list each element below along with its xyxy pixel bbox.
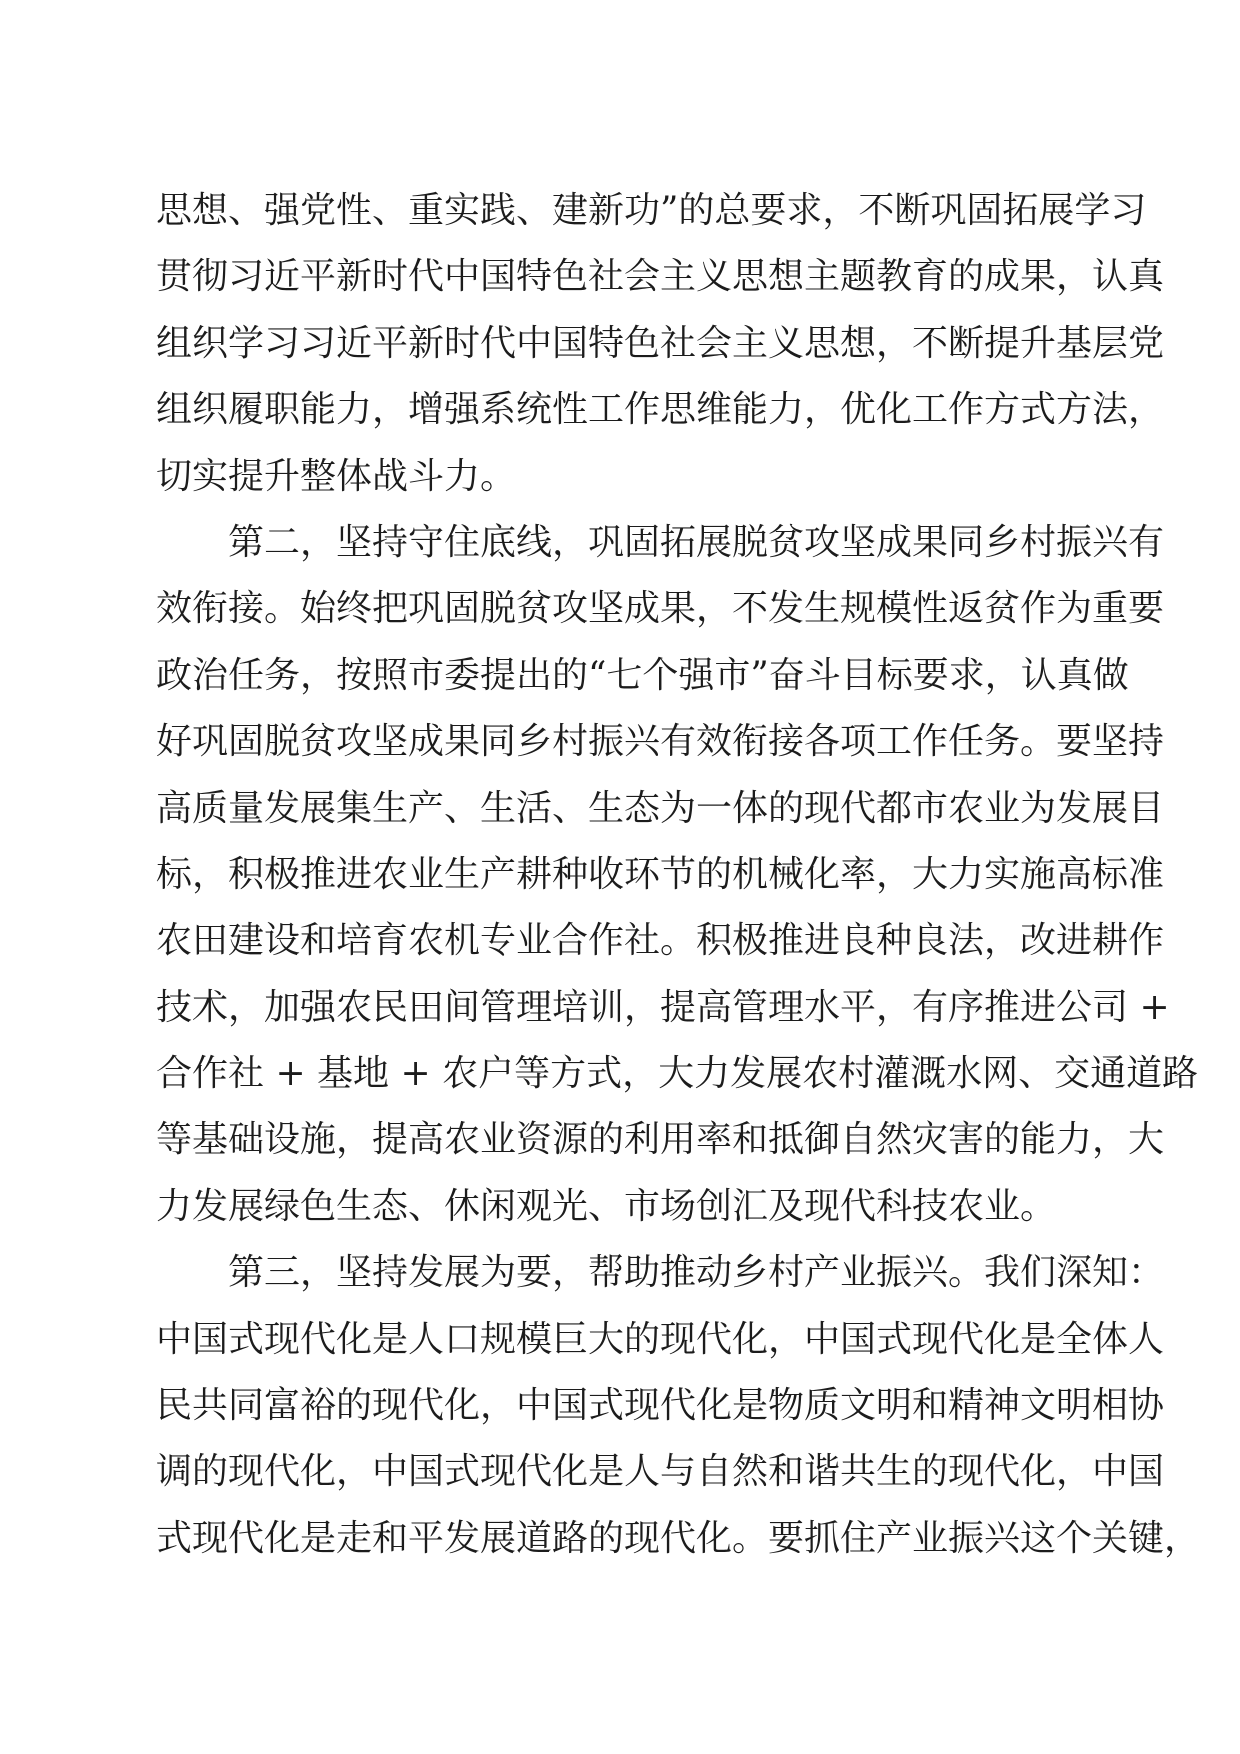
text-line: 效衔接。始终把巩固脱贫攻坚成果，不发生规模性返贫作为重要 (156, 588, 1165, 630)
text-line: 标，积极推进农业生产耕种收环节的机械化率，大力实施高标准 (156, 853, 1165, 895)
text-line: 贯彻习近平新时代中国特色社会主义思想主题教育的成果，认真 (156, 256, 1165, 298)
text-line: 组织学习习近平新时代中国特色社会主义思想，不断提升基层党 (156, 322, 1165, 364)
text-line: 组织履职能力，增强系统性工作思维能力，优化工作方式方法， (156, 389, 1165, 431)
paragraph-1-continuation (156, 178, 1165, 510)
text-line: 民共同富裕的现代化，中国式现代化是物质文明和精神文明相协 (156, 1385, 1165, 1427)
text-line: 第三，坚持发展为要，帮助推动乡村产业振兴。我们深知： (228, 1252, 1165, 1294)
text-line: 技术，加强农民田间管理培训，提高管理水平，有序推进公司 + (156, 986, 1170, 1028)
text-line: 中国式现代化是人口规模巨大的现代化，中国式现代化是全体人 (156, 1318, 1165, 1360)
text-line: 切实提升整体战斗力。 (156, 455, 517, 497)
text-line: 好巩固脱贫攻坚成果同乡村振兴有效衔接各项工作任务。要坚持 (156, 721, 1165, 763)
text-line: 高质量发展集生产、生活、生态为一体的现代都市农业为发展目 (156, 787, 1165, 829)
text-line: 式现代化是走和平发展道路的现代化。要抓住产业振兴这个关键， (156, 1517, 1201, 1559)
text-line: 等基础设施，提高农业资源的利用率和抵御自然灾害的能力，大 (156, 1119, 1165, 1161)
body-text (156, 178, 1201, 1572)
text-line: 政治任务，按照市委提出的“七个强市”奋斗目标要求，认真做 (156, 654, 1129, 696)
paragraph-2 (156, 510, 1199, 1240)
text-line: 合作社 + 基地 + 农户等方式，大力发展农村灌溉水网、交通道路 (156, 1053, 1199, 1095)
paragraph-3 (156, 1240, 1201, 1572)
text-line: 思想、强党性、重实践、建新功”的总要求，不断巩固拓展学习 (156, 190, 1147, 231)
text-line: 第二，坚持守住底线，巩固拓展脱贫攻坚成果同乡村振兴有 (228, 521, 1165, 563)
text-line: 力发展绿色生态、休闲观光、市场创汇及现代科技农业。 (156, 1185, 1057, 1227)
text-line: 调的现代化，中国式现代化是人与自然和谐共生的现代化，中国 (156, 1451, 1165, 1493)
text-line: 农田建设和培育农机专业合作社。积极推进良种良法，改进耕作 (156, 920, 1165, 962)
